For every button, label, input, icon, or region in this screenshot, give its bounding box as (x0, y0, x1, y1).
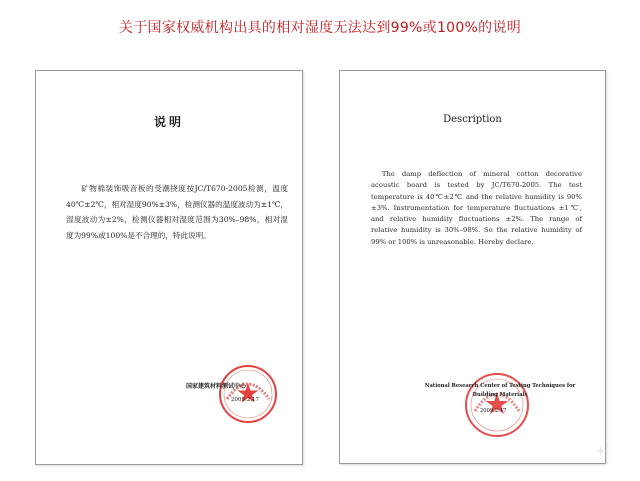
english-document-signature: National Research Center of Testing Techniques for Building Materials (424, 383, 576, 398)
chinese-document (35, 70, 303, 465)
english-document-body: The damp deflection of mineral cotton decorative acoustic board is tested by JC/T670-2005. The test temperature is 40℃±2℃ and the relative humidity is 90%±3%. Instrumentation for temperature fluctuations ±1℃, and relative humidity fluctuations ±2%. The range of relative humidity is 30%–98%. So the relative humidity of 99% or 100% is unreasonable. Hereby declare. (371, 170, 582, 246)
chinese-document-date: 2009.2.17 (231, 397, 259, 403)
english-document (339, 70, 606, 464)
red-seal-icon (217, 363, 279, 425)
sparkle-icon (595, 445, 607, 457)
chinese-document-heading: 说明 (153, 115, 184, 129)
english-document-date: 2009.2.17 (480, 408, 507, 414)
english-document-heading: Description (443, 114, 502, 125)
chinese-document-body: 矿物棉装饰吸音板的受潮挠度按JC/T670-2005检测，温度40℃±2℃，相对湿度90%±3%，检测仪器的温度波动为±1℃，湿度波动为±2%，检测仪器相对湿度范围为30%–98%，相对湿度为99%或100%是不合理的，特此说明。 (66, 184, 288, 240)
chinese-document-signature: 国家建筑材料测试中心 (186, 383, 247, 390)
page-title: 关于国家权威机构出具的相对湿度无法达到99%或100%的说明 (118, 20, 522, 36)
